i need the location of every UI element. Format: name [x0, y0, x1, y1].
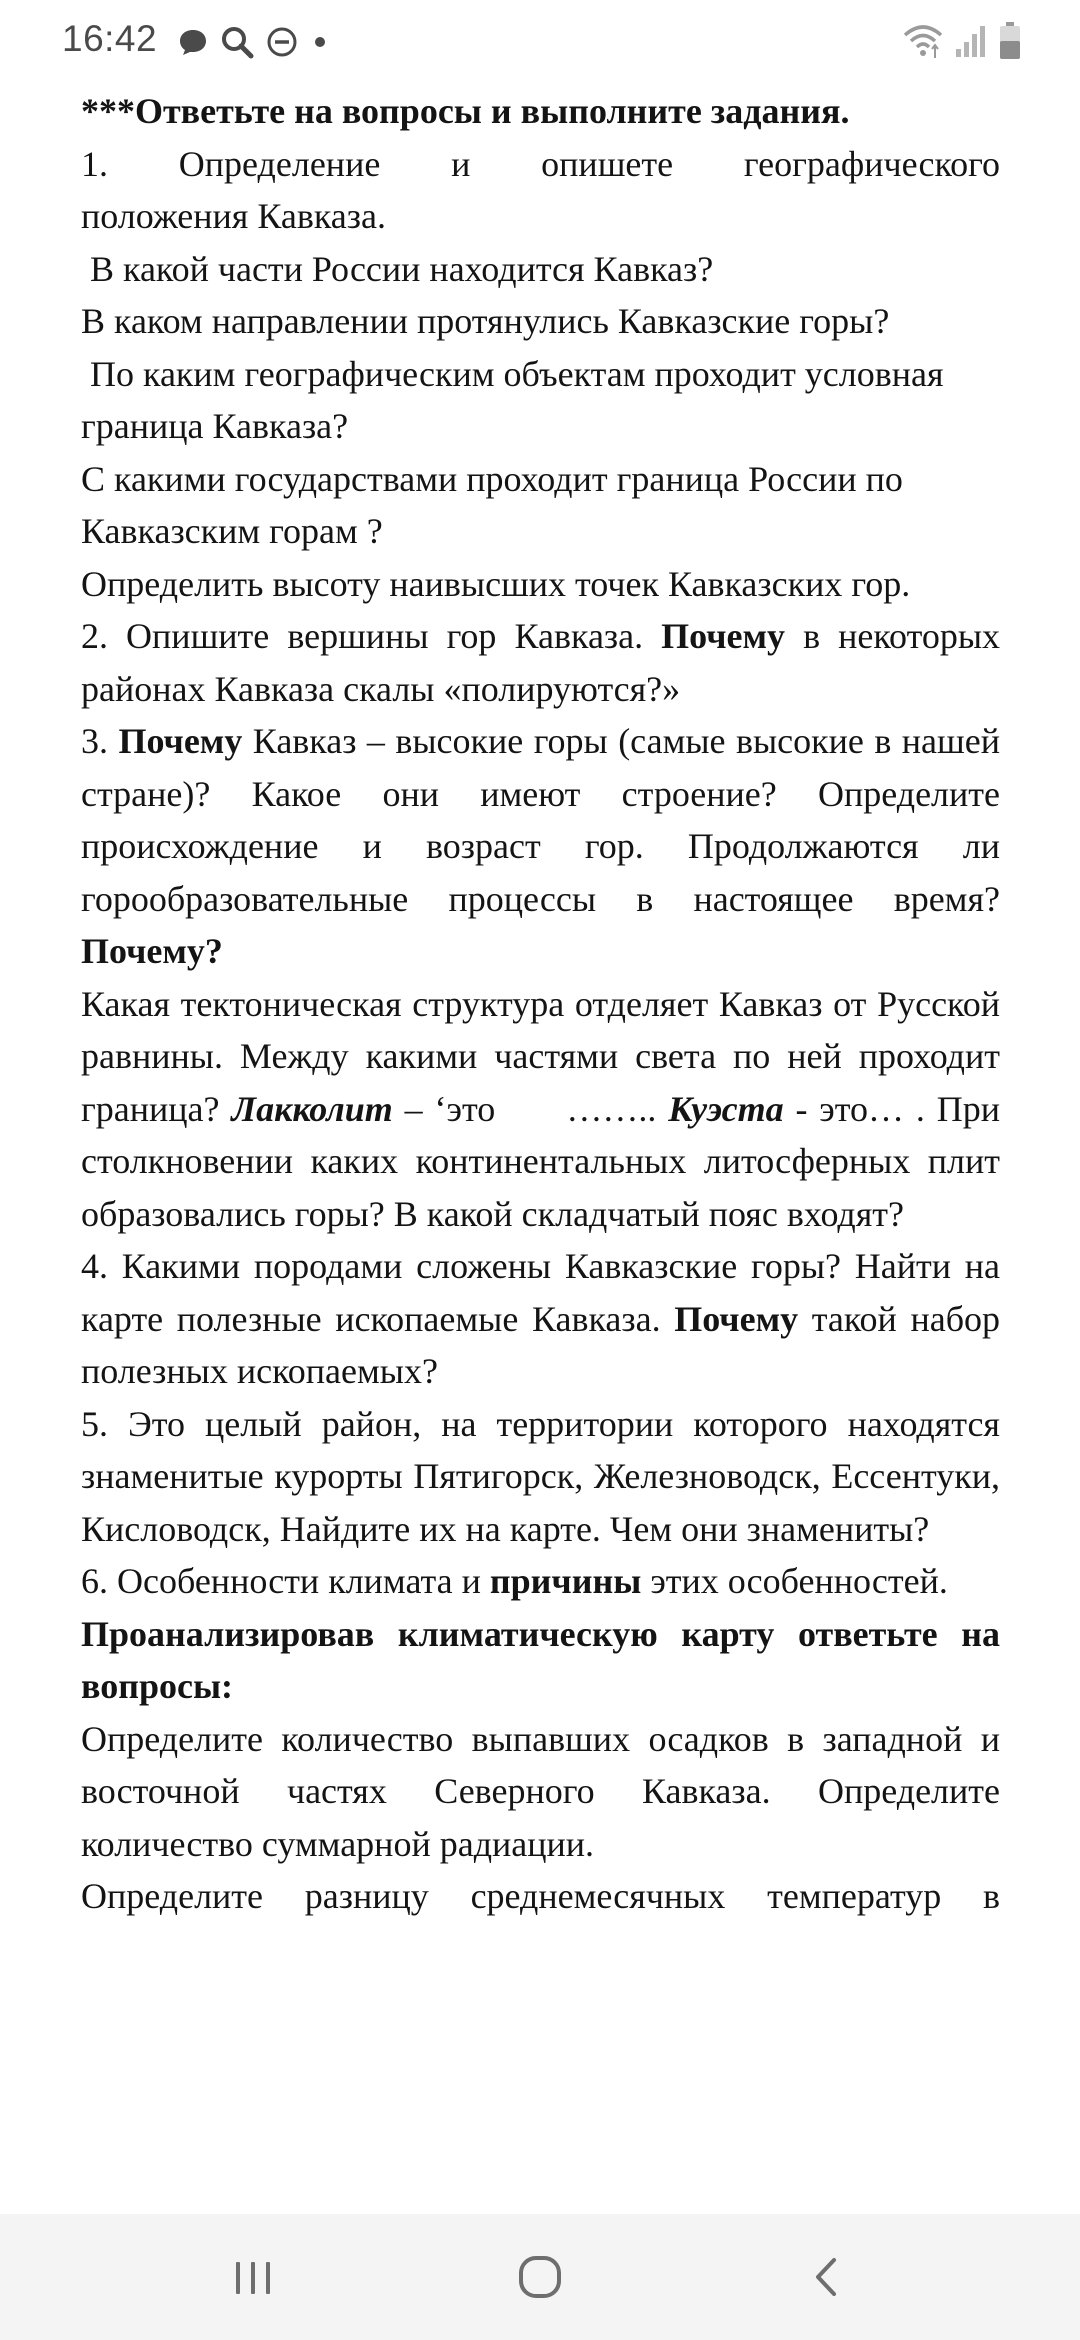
question-2-text: 2. Опишите вершины гор Кавказа.	[81, 616, 662, 656]
question-2-emphasis: Почему	[661, 616, 786, 656]
question-1-line-1: 1. Определение и опишете географического	[81, 143, 1000, 184]
status-time: 16:42	[62, 18, 158, 59]
question-6-rest: этих особенностей.	[641, 1561, 948, 1601]
system-icons	[902, 18, 1022, 64]
question-1d: С какими государствами проходит граница России по Кавказским горам ?	[81, 458, 903, 551]
dnd-icon	[266, 26, 298, 58]
status-bar	[0, 0, 1080, 84]
question-3-emphasis: Почему	[118, 721, 243, 761]
signal-icon	[954, 23, 988, 59]
question-4-text: 4. Какими породами сложены Кавказские горы? Найти на карте полезные ископаемые Кавказа.	[81, 1246, 1000, 1339]
document-page	[81, 85, 1000, 1923]
wifi-icon	[902, 21, 944, 61]
question-5: 5. Это целый район, на территории которого находятся знаменитые курорты Пятигорск, Железноводск, Ессентуки, Кисловодск, Найдите их на карте. Чем они знамениты?	[81, 1403, 1000, 1549]
question-1a: В какой части России находится Кавказ?	[81, 248, 714, 289]
question-1-line-2: положения Кавказа.	[81, 196, 386, 236]
search-icon	[220, 25, 254, 59]
back-icon	[802, 2252, 852, 2302]
question-3b	[81, 978, 1000, 1241]
question-3b-rest: - это… . При столкновении каких континентальных литосферных плит образовались горы? В какой складчатый пояс входят?	[81, 1088, 1000, 1234]
question-4-rest: такой набор полезных ископаемых?	[81, 1298, 1001, 1391]
question-4-emphasis: Почему	[674, 1298, 799, 1339]
question-4	[81, 1240, 1000, 1398]
dot-icon	[310, 32, 330, 52]
page-heading: ***Ответьте на вопросы и выполните задания.	[81, 91, 850, 131]
question-3b-text: Какая тектоническая структура отделяет Кавказ от Русской равнины. Между какими частями света по ней проходит граница?	[81, 983, 1000, 1129]
question-3-emphasis-2: Почему?	[81, 931, 223, 971]
question-3b-mid: – ‘это ……..	[392, 1088, 669, 1129]
question-1b: В каком направлении протянулись Кавказские горы?	[81, 301, 890, 341]
question-3-number: 3.	[81, 721, 119, 761]
notification-icons	[178, 20, 330, 64]
term-cuesta: Куэста	[668, 1088, 784, 1129]
battery-icon	[998, 21, 1022, 61]
back-button[interactable]	[767, 2232, 887, 2322]
message-icon	[178, 27, 208, 57]
recent-apps-icon	[228, 2252, 278, 2302]
analysis-heading: Проанализировав климатическую карту ответьте на вопросы:	[81, 1613, 1000, 1706]
question-3	[81, 715, 1000, 978]
home-icon	[515, 2252, 565, 2302]
recent-apps-button[interactable]	[193, 2232, 313, 2322]
question-1c: По каким географическим объектам проходит условная граница Кавказа?	[81, 353, 953, 446]
question-6-text: 6. Особенности климата и	[81, 1561, 490, 1601]
question-2-rest: в некоторых районах Кавказа скалы «полируются?»	[81, 616, 1001, 709]
home-button[interactable]	[480, 2232, 600, 2322]
question-2	[81, 610, 1000, 715]
question-6-emphasis: причины	[489, 1561, 642, 1601]
navigation-bar	[0, 2214, 1080, 2340]
question-3-text: Кавказ – высокие горы (самые высокие в нашей стране)? Какое они имеют строение? Определите происхождение и возраст гор. Продолжаются ли горообразовательные процессы в настоящее время?	[81, 721, 1000, 919]
analysis-cut-line: Определите разницу среднемесячных температур в	[81, 1876, 1000, 1916]
analysis-text: Определите количество выпавших осадков в западной и восточной частях Северного Кавказа. Определите количество суммарной радиации.	[81, 1718, 1000, 1864]
term-laccolith: Лакколит	[231, 1088, 393, 1129]
question-1e: Определить высоту наивысших точек Кавказских гор.	[81, 563, 911, 604]
question-6	[81, 1555, 1000, 1608]
